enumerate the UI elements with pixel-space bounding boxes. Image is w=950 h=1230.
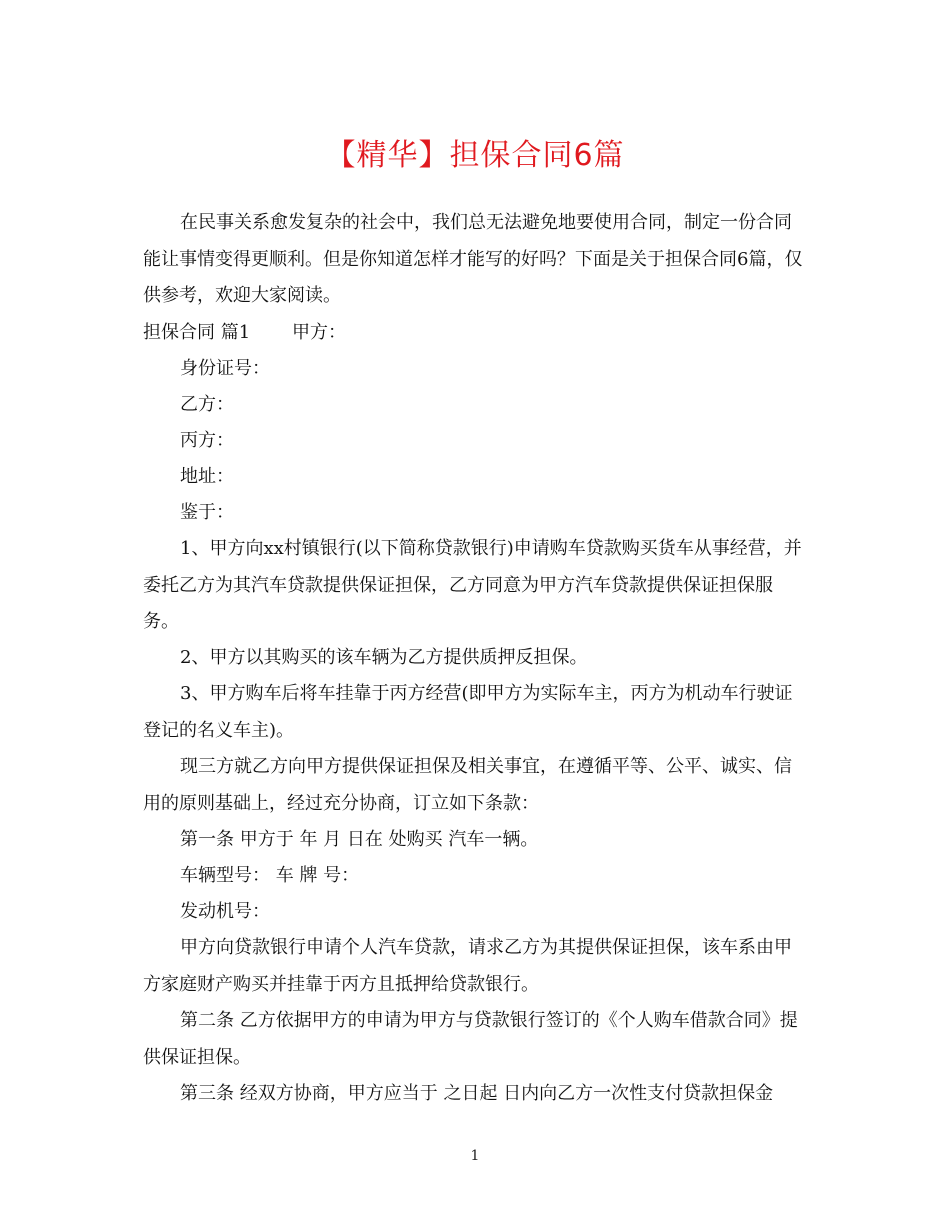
address-label: 地址： — [180, 466, 234, 487]
article-2: 第二条 乙方依据甲方的申请为甲方与贷款银行签订的《个人购车借款合同》提供保证担保。 — [143, 1010, 798, 1068]
section-heading: 担保合同 篇1 — [143, 322, 251, 343]
whereas-item-2: 2、甲方以其购买的该车辆为乙方提供质押反担保。 — [180, 647, 588, 668]
whereas-item-1: 1、甲方向xx村镇银行(以下简称贷款银行)申请购车贷款购买货车从事经营，并委托乙方为其汽车贷款提供保证担保，乙方同意为甲方汽车贷款提供保证担保服务。 — [143, 538, 802, 632]
id-number-label: 身份证号： — [180, 358, 270, 379]
loan-paragraph: 甲方向贷款银行申请个人汽车贷款，请求乙方为其提供保证担保，该车系由甲方家庭财产购买并挂靠于丙方且抵押给贷款银行。 — [143, 937, 792, 995]
whereas-item-3: 3、甲方购车后将车挂靠于丙方经营(即甲方为实际车主，丙方为机动车行驶证登记的名义车主)。 — [143, 683, 793, 741]
page-number: 1 — [470, 1148, 480, 1164]
vehicle-model-label: 车辆型号： 车 牌 号： — [180, 865, 360, 886]
engine-number-label: 发动机号： — [180, 901, 270, 922]
document-title: 【精华】担保合同6篇 — [325, 138, 625, 173]
whereas-label: 鉴于： — [180, 502, 234, 523]
agreement-paragraph: 现三方就乙方向甲方提供保证担保及相关事宜，在遵循平等、公平、诚实、信用的原则基础上，经过充分协商，订立如下条款： — [143, 756, 792, 814]
party-b-label: 乙方： — [180, 394, 234, 415]
intro-paragraph: 在民事关系愈发复杂的社会中，我们总无法避免地要使用合同，制定一份合同能让事情变得更顺利。但是你知道怎样才能写的好吗？下面是关于担保合同6篇，仅供参考，欢迎大家阅读。 — [143, 212, 803, 306]
party-a-label: 甲方： — [292, 322, 346, 343]
article-1: 第一条 甲方于 年 月 日在 处购买 汽车一辆。 — [180, 829, 539, 850]
party-c-label: 丙方： — [180, 430, 234, 451]
article-3: 第三条 经双方协商，甲方应当于 之日起 日内向乙方一次性支付贷款担保金 — [180, 1083, 774, 1104]
